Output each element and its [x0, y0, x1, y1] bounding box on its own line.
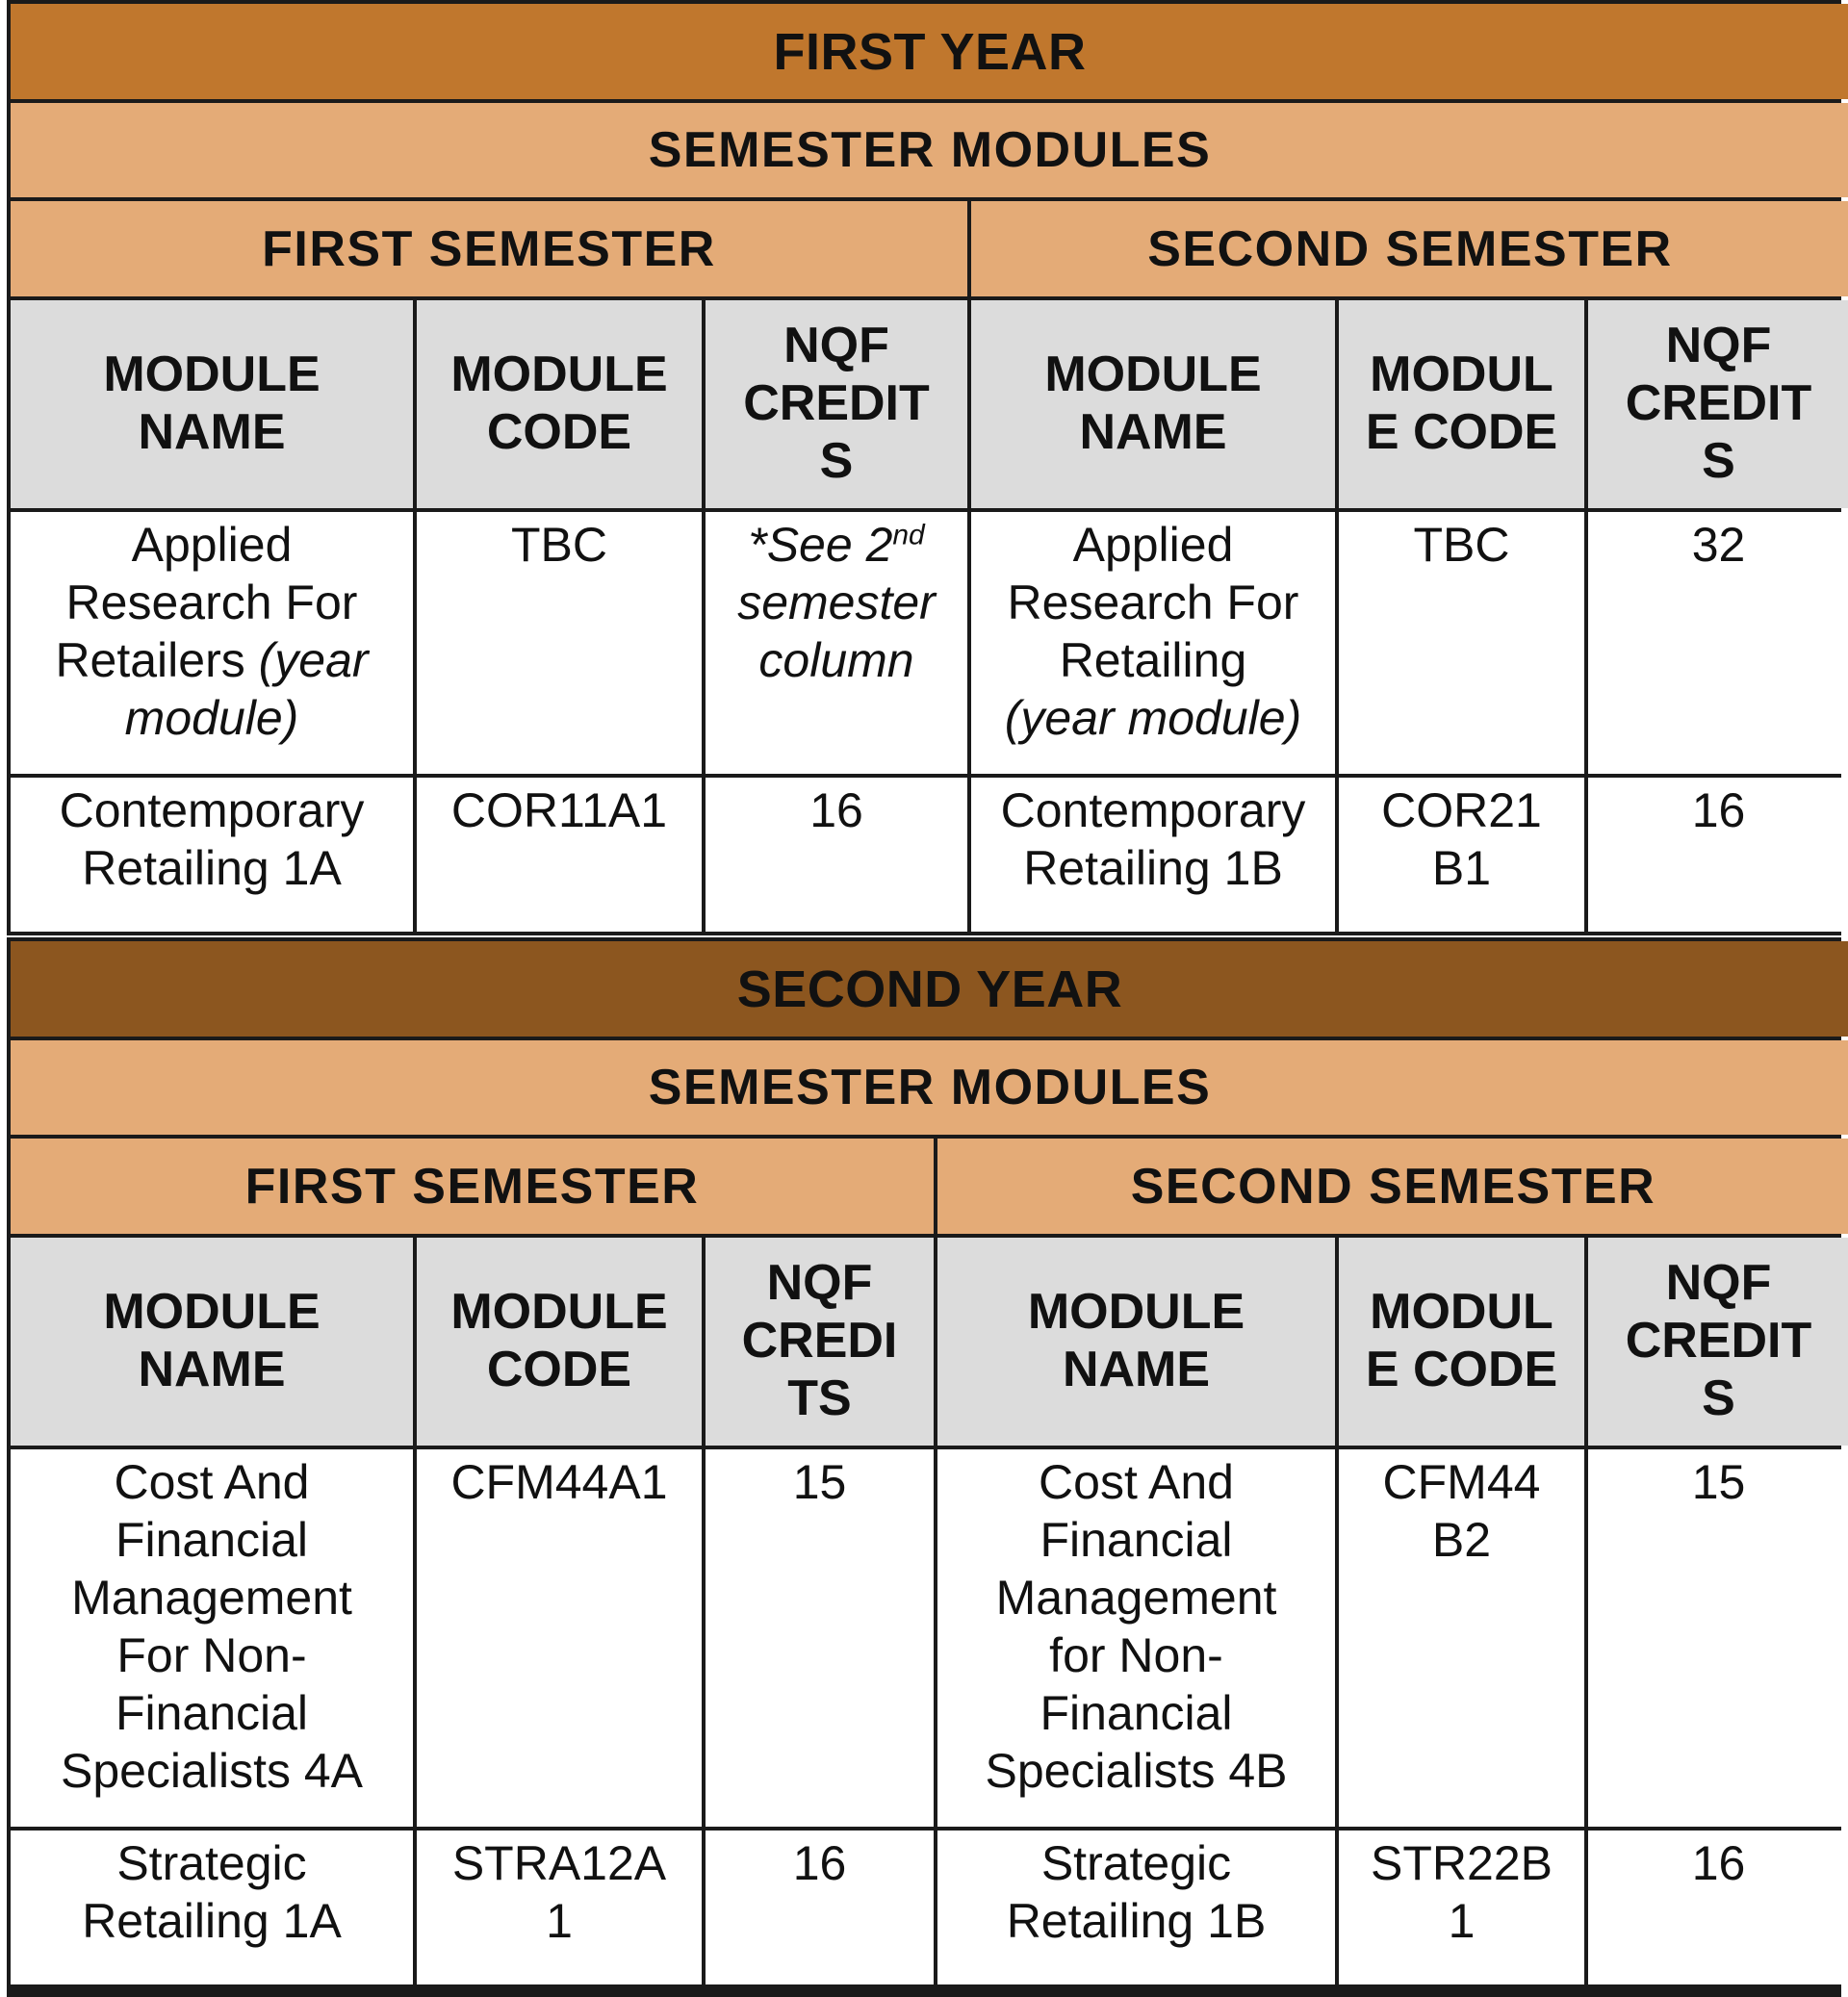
module-code-cell: TBC: [417, 512, 702, 774]
nqf-credits-cell: 15: [1588, 1449, 1848, 1827]
first-year-table: [7, 0, 1841, 935]
module-name-cell: Cost And Financial Management for Non- Financial Specialists 4B: [937, 1449, 1335, 1827]
nqf-credits-cell: 16: [1588, 778, 1848, 932]
semester-modules-heading: SEMESTER MODULES: [11, 103, 1848, 197]
nqf-credits-cell: *See 2nd semester column: [706, 512, 967, 774]
module-code-cell: STR22B 1: [1339, 1831, 1584, 1984]
second-semester-heading: SECOND SEMESTER: [971, 201, 1848, 296]
column-header-nqf-credits: NQF CREDIT S: [1588, 1238, 1848, 1446]
second-semester-heading: SECOND SEMESTER: [937, 1139, 1848, 1234]
first-semester-heading: FIRST SEMESTER: [11, 1139, 934, 1234]
nqf-credits-cell: 16: [706, 778, 967, 932]
module-name-cell: Cost And Financial Management For Non- Financial Specialists 4A: [11, 1449, 413, 1827]
nqf-credits-cell: 32: [1588, 512, 1848, 774]
module-name-cell: Strategic Retailing 1B: [937, 1831, 1335, 1984]
column-header-module-code: MODUL E CODE: [1339, 300, 1584, 508]
column-header-module-name: MODULE NAME: [11, 300, 413, 508]
column-header-module-name: MODULE NAME: [971, 300, 1335, 508]
column-header-nqf-credits: NQF CREDIT S: [1588, 300, 1848, 508]
column-header-module-code: MODULE CODE: [417, 1238, 702, 1446]
module-name-cell: Strategic Retailing 1A: [11, 1831, 413, 1984]
semester-modules-heading: SEMESTER MODULES: [11, 1040, 1848, 1135]
module-code-cell: COR11A1: [417, 778, 702, 932]
year-heading: FIRST YEAR: [11, 4, 1848, 99]
nqf-credits-cell: 15: [706, 1449, 934, 1827]
module-name-cell: Applied Research For Retailing (year module): [971, 512, 1335, 774]
nqf-credits-cell: 16: [706, 1831, 934, 1984]
module-code-cell: COR21 B1: [1339, 778, 1584, 932]
module-name-cell: Contemporary Retailing 1A: [11, 778, 413, 932]
column-header-module-code: MODUL E CODE: [1339, 1238, 1584, 1446]
module-name-cell: Applied Research For Retailers (year module): [11, 512, 413, 774]
column-header-module-name: MODULE NAME: [11, 1238, 413, 1446]
year-heading: SECOND YEAR: [11, 941, 1848, 1037]
first-semester-heading: FIRST SEMESTER: [11, 201, 967, 296]
column-header-nqf-credits: NQF CREDIT S: [706, 300, 967, 508]
module-code-cell: STRA12A 1: [417, 1831, 702, 1984]
second-year-table: [7, 937, 1841, 1997]
column-header-module-name: MODULE NAME: [937, 1238, 1335, 1446]
module-name-cell: Contemporary Retailing 1B: [971, 778, 1335, 932]
module-code-cell: CFM44A1: [417, 1449, 702, 1827]
module-code-cell: TBC: [1339, 512, 1584, 774]
nqf-credits-cell: 16: [1588, 1831, 1848, 1984]
column-header-nqf-credits: NQF CREDI TS: [706, 1238, 934, 1446]
module-code-cell: CFM44 B2: [1339, 1449, 1584, 1827]
column-header-module-code: MODULE CODE: [417, 300, 702, 508]
